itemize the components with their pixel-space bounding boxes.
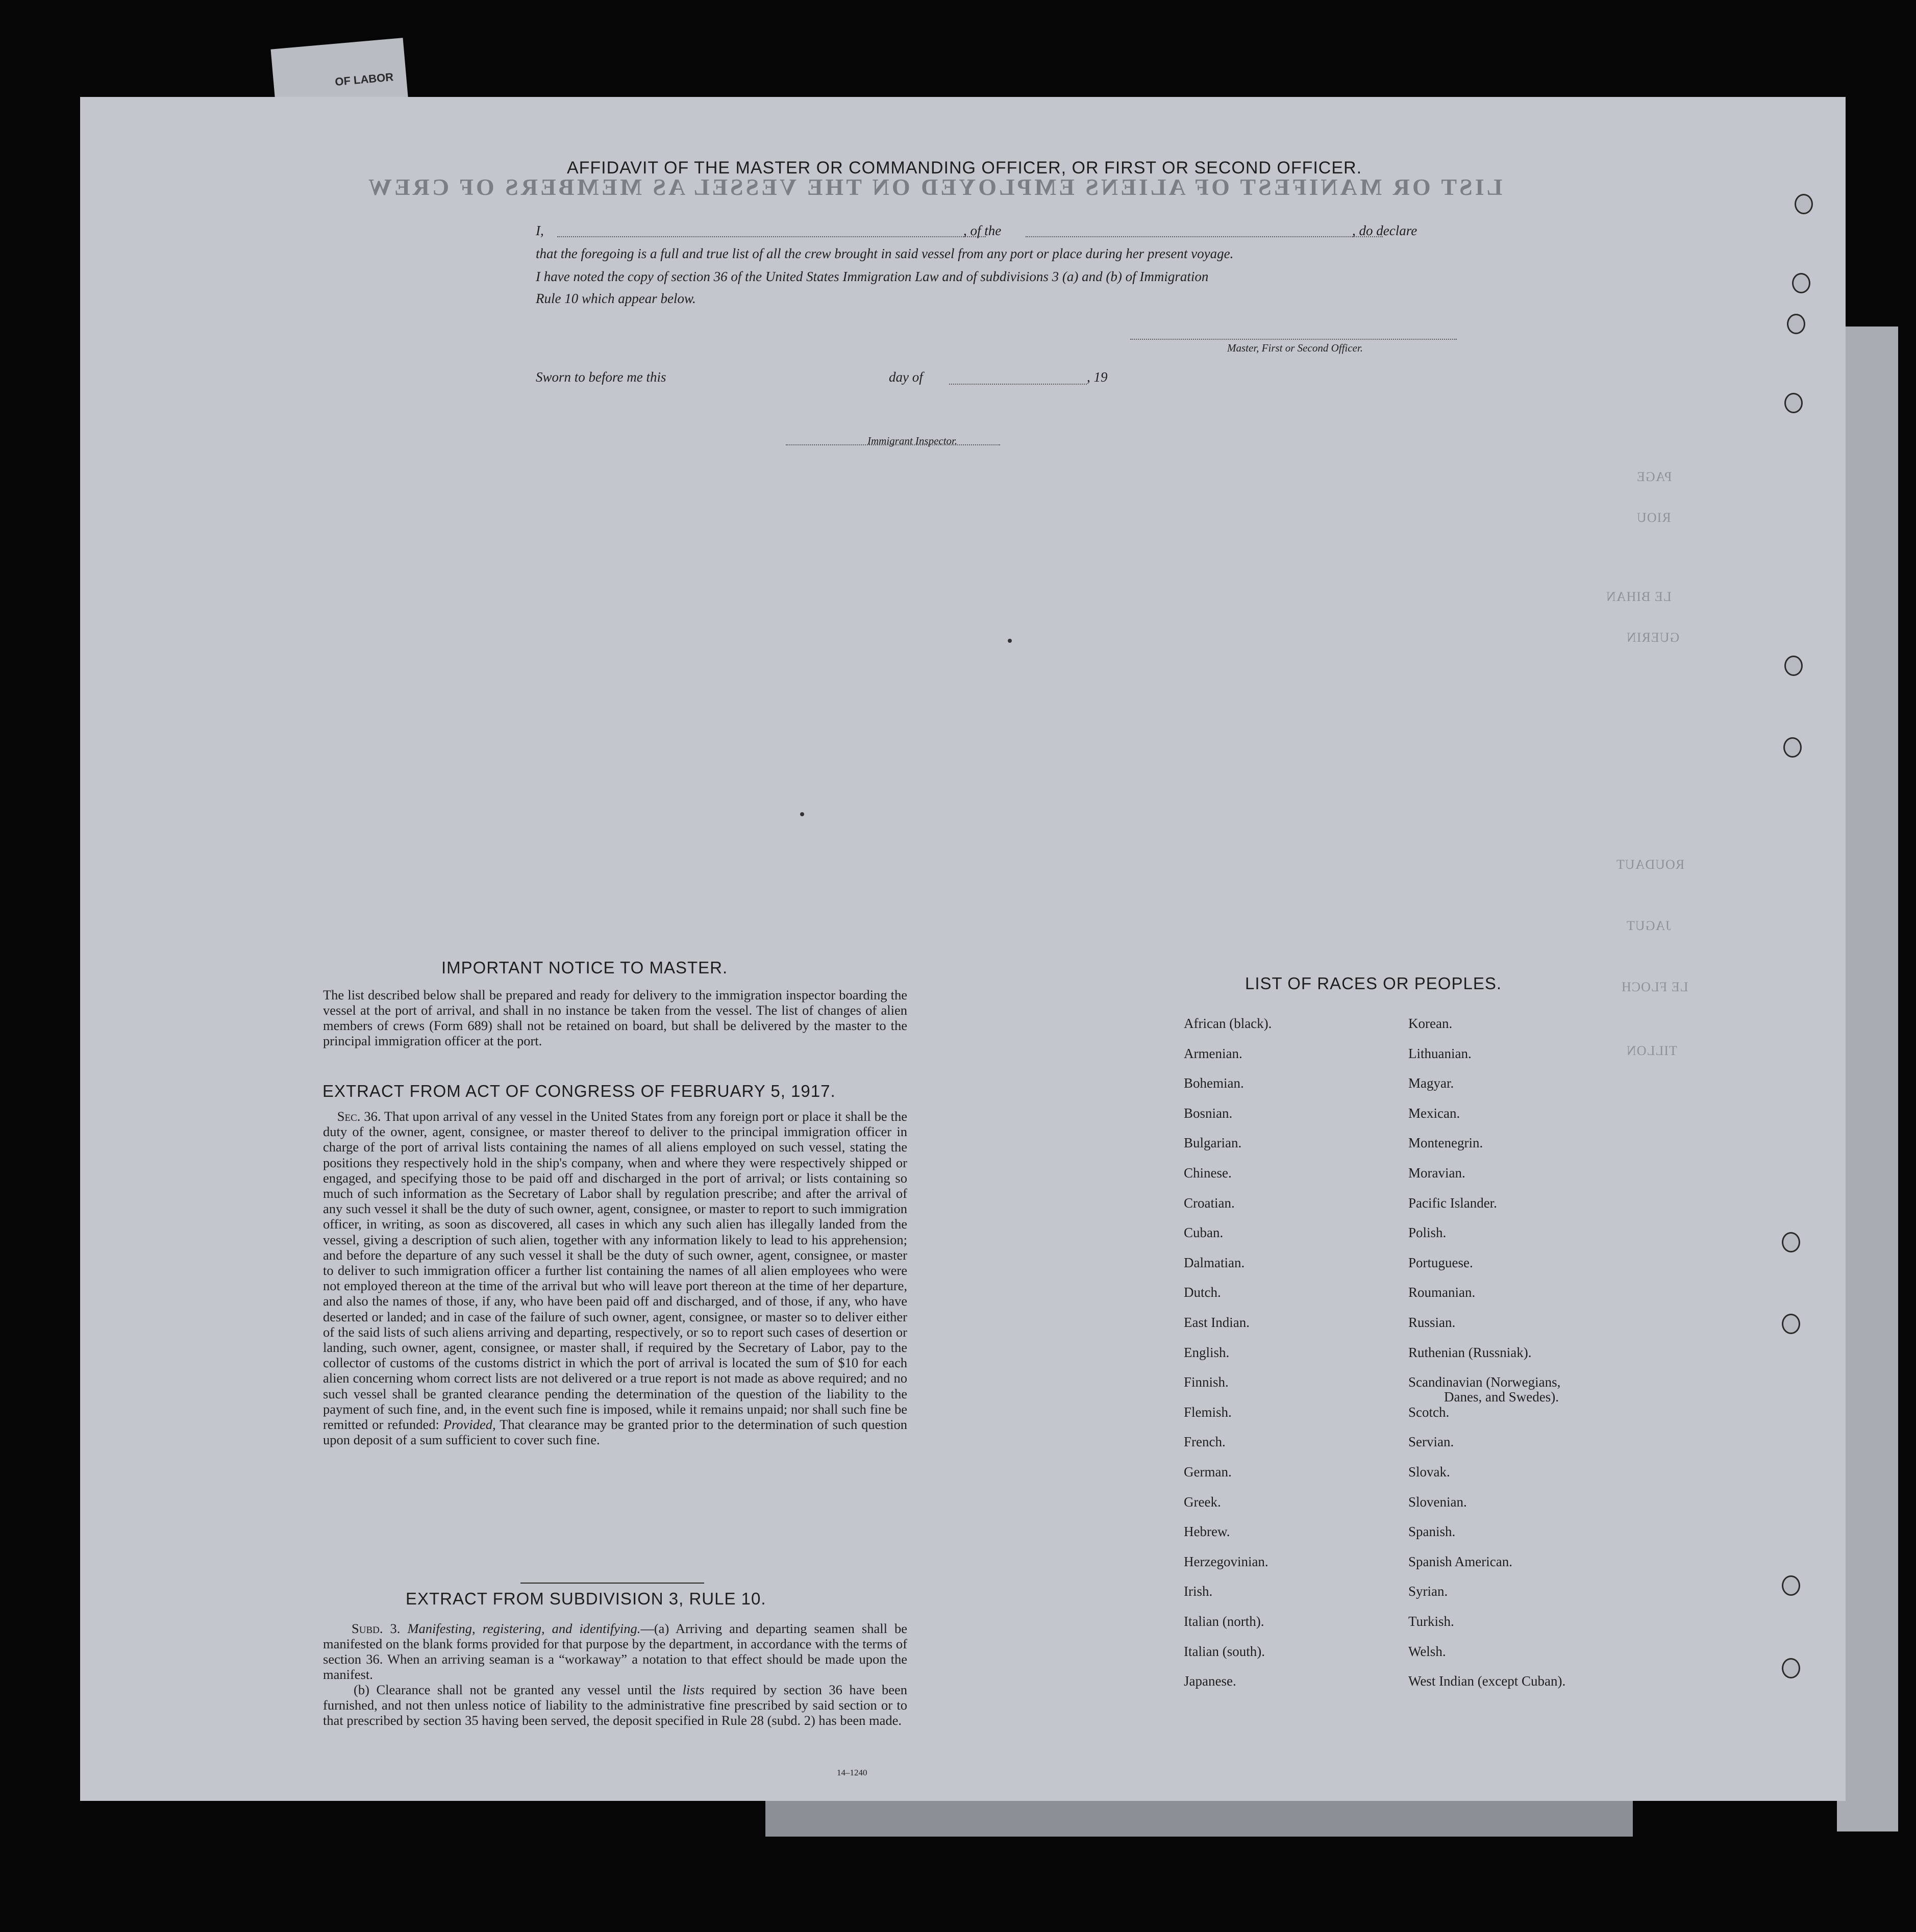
subdivision-3-para-a xyxy=(323,1621,907,1682)
manifest-page xyxy=(80,97,1846,1801)
binder-hole xyxy=(1792,273,1810,293)
race-item: East Indian. xyxy=(1184,1315,1250,1330)
bleed-through-name: JAGUT xyxy=(1626,918,1671,933)
sworn-day-of: day of xyxy=(889,369,923,385)
affidavit-line1-mid: , of the xyxy=(963,223,1002,238)
bleed-through-header: LIST OR MANIFEST OF ALIENS EMPLOYED ON THE VESSEL AS MEMBERS OF CREW xyxy=(366,174,1503,200)
race-item: Turkish. xyxy=(1408,1614,1454,1629)
race-item: Chinese. xyxy=(1184,1165,1232,1181)
binder-hole xyxy=(1783,737,1802,758)
race-item: Bulgarian. xyxy=(1184,1135,1242,1151)
master-signature-line xyxy=(1130,339,1457,340)
inspector-signature-caption: Immigrant Inspector. xyxy=(867,435,958,447)
race-item: French. xyxy=(1184,1434,1226,1450)
race-item: Syrian. xyxy=(1408,1584,1448,1599)
underlying-sheet-edge xyxy=(1837,327,1898,1831)
race-item: Polish. xyxy=(1408,1225,1447,1241)
race-item: Dalmatian. xyxy=(1184,1254,1245,1270)
races-heading: LIST OF RACES OR PEOPLES. xyxy=(1245,974,1502,993)
sworn-text: Sworn to before me this xyxy=(536,369,666,385)
bleed-through-name: PAGE xyxy=(1636,469,1672,484)
race-item: Spanish American. xyxy=(1408,1553,1512,1569)
race-item: Portuguese. xyxy=(1408,1254,1473,1270)
section-36-body: That upon arrival of any vessel in the United States from any foreign port or place it shall be the duty of the owner, agent, consignee, or master thereof to deliver to the principal immigration officer in charge of the port of arrival lists containing the names of all aliens employed on such vessel, stating the positions they respectively hold in the ship's company, when and where they were respectively shipped or engaged, and specifying those to be paid off and discharged in the port of arrival; or lists containing so much of such information as the Secretary of Labor shall by regulation prescribe; and after the arrival of any such vessel it shall be the duty of such owner, agent, consignee, or master to report to such immigration officer, in writing, as soon as discovered, all cases in which any such alien has illegally landed from the vessel, giving a description of such alien, together with any information likely to lead to his apprehension; and before the departure of any such vessel it shall be the duty of such owner, agent, consignee, or master to deliver to such immigration officer a further list containing the names of all alien employees who were not employed thereon at the time of the arrival but who will leave port thereon at the time of her departure, and also the names of those, if any, who have been paid off and discharged, and of those, if any, who have deserted or landed; and in case of the failure of such owner, agent, consignee, or master so to deliver either of the said lists of such aliens arriving and departing, respectively, or so to report such cases of desertion or landing, such owner, agent, consignee, or master shall, if required by the Secretary of Labor, pay to the collector of customs of the customs district in which the port of arrival is located the sum of $10 for each alien concerning whom correct lists are not delivered or a true report is not made as above required; and no such vessel shall be granted clearance pending the determination of the question of the liability to the payment of such fine, and, in the event such fine is imposed, while it remains unpaid; nor shall such fine be remitted or refunded: xyxy=(323,1109,908,1433)
affidavit-line1-start: I, xyxy=(536,223,544,238)
binder-hole xyxy=(1782,1658,1800,1678)
race-item: Greek. xyxy=(1184,1494,1221,1510)
race-item: Korean. xyxy=(1408,1016,1453,1031)
race-item: Slovak. xyxy=(1408,1464,1450,1479)
race-item: Moravian. xyxy=(1408,1165,1465,1181)
race-item: Roumanian. xyxy=(1408,1285,1476,1300)
race-item: Magyar. xyxy=(1408,1075,1454,1091)
master-signature-caption: Master, First or Second Officer. xyxy=(1227,342,1363,354)
race-item: Russian. xyxy=(1408,1315,1456,1330)
race-item: Armenian. xyxy=(1184,1045,1242,1061)
race-item: Flemish. xyxy=(1184,1404,1232,1420)
name-blank xyxy=(557,236,986,237)
race-item: Irish. xyxy=(1184,1584,1213,1599)
bleed-through-name: LE FLOCH xyxy=(1621,980,1688,994)
ink-mark xyxy=(800,812,804,816)
race-item: Ruthenian (Russniak). xyxy=(1408,1344,1532,1360)
race-item: Mexican. xyxy=(1408,1105,1460,1121)
binder-hole xyxy=(1782,1314,1800,1334)
race-item: Bosnian. xyxy=(1184,1105,1233,1121)
notice-heading: IMPORTANT NOTICE TO MASTER. xyxy=(441,958,728,977)
underlying-sheet-stamp: OF LABOR xyxy=(334,70,394,88)
bleed-through-name: RIOU xyxy=(1636,510,1671,525)
race-item: Slovenian. xyxy=(1408,1494,1467,1510)
subdivision-3-text xyxy=(323,1621,907,1728)
race-item: Herzegovinian. xyxy=(1184,1553,1268,1569)
ink-mark xyxy=(1008,639,1012,643)
race-item: African (black). xyxy=(1184,1016,1272,1031)
subdivision-3-para-b-end: required by section 36 have been furnished, and not then unless notice of liability to the administrative fine prescribed by said section or to that prescribed by section 35 having been served, the deposit specified in Rule 28 (subd. 2) has been made. xyxy=(323,1682,907,1728)
race-item: Japanese. xyxy=(1184,1673,1236,1689)
race-item: Italian (north). xyxy=(1184,1614,1264,1629)
notice-body-text: The list described below shall be prepared and ready for delivery to the immigration inspector boarding the vessel at the port of arrival, and shall in no instance be taken from the vessel. The list of changes of alien members of crews (Form 689) shall not be retained on board, but shall be delivered by the master to the principal immigration officer at the port. xyxy=(323,987,907,1048)
binder-hole xyxy=(1784,656,1803,676)
race-item: West Indian (except Cuban). xyxy=(1408,1673,1566,1689)
race-item: Bohemian. xyxy=(1184,1075,1244,1091)
bleed-through-name: GUERIN xyxy=(1626,630,1680,645)
subdivision-3-title: Manifesting, registering, and identifying. xyxy=(407,1621,641,1636)
race-item: Dutch. xyxy=(1184,1285,1221,1300)
act-extract-heading: EXTRACT FROM ACT OF CONGRESS OF FEBRUARY 5, 1917. xyxy=(322,1082,836,1100)
binder-hole xyxy=(1782,1232,1800,1252)
race-item: Danes, and Swedes). xyxy=(1444,1389,1559,1405)
affidavit-line4: Rule 10 which appear below. xyxy=(536,291,696,306)
affidavit-line3: I have noted the copy of section 36 of the United States Immigration Law and of subdivisions 3 (a) and (b) of Immigration xyxy=(536,269,1209,284)
binder-hole xyxy=(1787,314,1805,334)
race-item: Pacific Islander. xyxy=(1408,1195,1497,1211)
race-item: Italian (south). xyxy=(1184,1643,1265,1659)
binder-hole xyxy=(1795,194,1813,214)
subdivision-3-para-b xyxy=(323,1682,907,1728)
race-item: Finnish. xyxy=(1184,1374,1229,1390)
section-36-text xyxy=(323,1109,907,1447)
race-item: Spanish. xyxy=(1408,1524,1456,1540)
section-divider xyxy=(520,1583,704,1584)
race-item: German. xyxy=(1184,1464,1232,1479)
sworn-month-blank xyxy=(949,384,1087,385)
underlying-sheet-edge-bottom xyxy=(765,1801,1633,1837)
race-item: English. xyxy=(1184,1344,1230,1360)
binder-hole xyxy=(1784,393,1803,413)
affidavit-title: AFFIDAVIT OF THE MASTER OR COMMANDING OFFICER, OR FIRST OR SECOND OFFICER. xyxy=(566,158,1362,178)
affidavit-line2: that the foregoing is a full and true list of all the crew brought in said vessel from any port or place during her present voyage. xyxy=(536,246,1234,261)
race-item: Welsh. xyxy=(1408,1643,1446,1659)
sworn-year: , 19 xyxy=(1087,369,1108,385)
race-item: Lithuanian. xyxy=(1408,1045,1472,1061)
section-36-body-end: That clearance may be granted prior to the determination of such question upon deposit of a sum sufficient to cover such fine. xyxy=(323,1417,907,1448)
rule-extract-heading: EXTRACT FROM SUBDIVISION 3, RULE 10. xyxy=(406,1589,766,1608)
subdivision-3-para-b-start: (b) Clearance shall not be granted any vessel until the xyxy=(354,1682,676,1697)
race-item: Croatian. xyxy=(1184,1195,1235,1211)
race-item: Scandinavian (Norwegians, xyxy=(1408,1374,1561,1390)
race-item: Hebrew. xyxy=(1184,1524,1230,1540)
notice-body xyxy=(323,987,907,1048)
section-36-label: Sec. 36. xyxy=(337,1109,381,1124)
bleed-through-name: TILLON xyxy=(1626,1043,1677,1058)
section-36-provided: Provided, xyxy=(443,1417,496,1433)
bleed-through-name: ROUDAUT xyxy=(1616,857,1685,872)
race-item: Cuban. xyxy=(1184,1225,1224,1241)
affidavit-line1-end: , do declare xyxy=(1352,223,1417,238)
bleed-through-name: LE BIHAN xyxy=(1606,589,1672,604)
vessel-blank xyxy=(1026,236,1383,237)
subdivision-3-para-a-text: —(a) Arriving and departing seamen shall be manifested on the blank forms provided for that purpose by the department, in accordance with the terms of section 36. When an arriving seaman is a “workaway” a notation to that effect should be made upon the manifest. xyxy=(323,1621,907,1682)
form-number: 14–1240 xyxy=(837,1768,867,1777)
race-item: Servian. xyxy=(1408,1434,1454,1450)
binder-hole xyxy=(1782,1575,1800,1596)
subdivision-3-para-b-lists: lists xyxy=(682,1682,705,1697)
race-item: Montenegrin. xyxy=(1408,1135,1483,1151)
race-item: Scotch. xyxy=(1408,1404,1450,1420)
subdivision-3-label: Subd. 3. xyxy=(352,1621,401,1636)
